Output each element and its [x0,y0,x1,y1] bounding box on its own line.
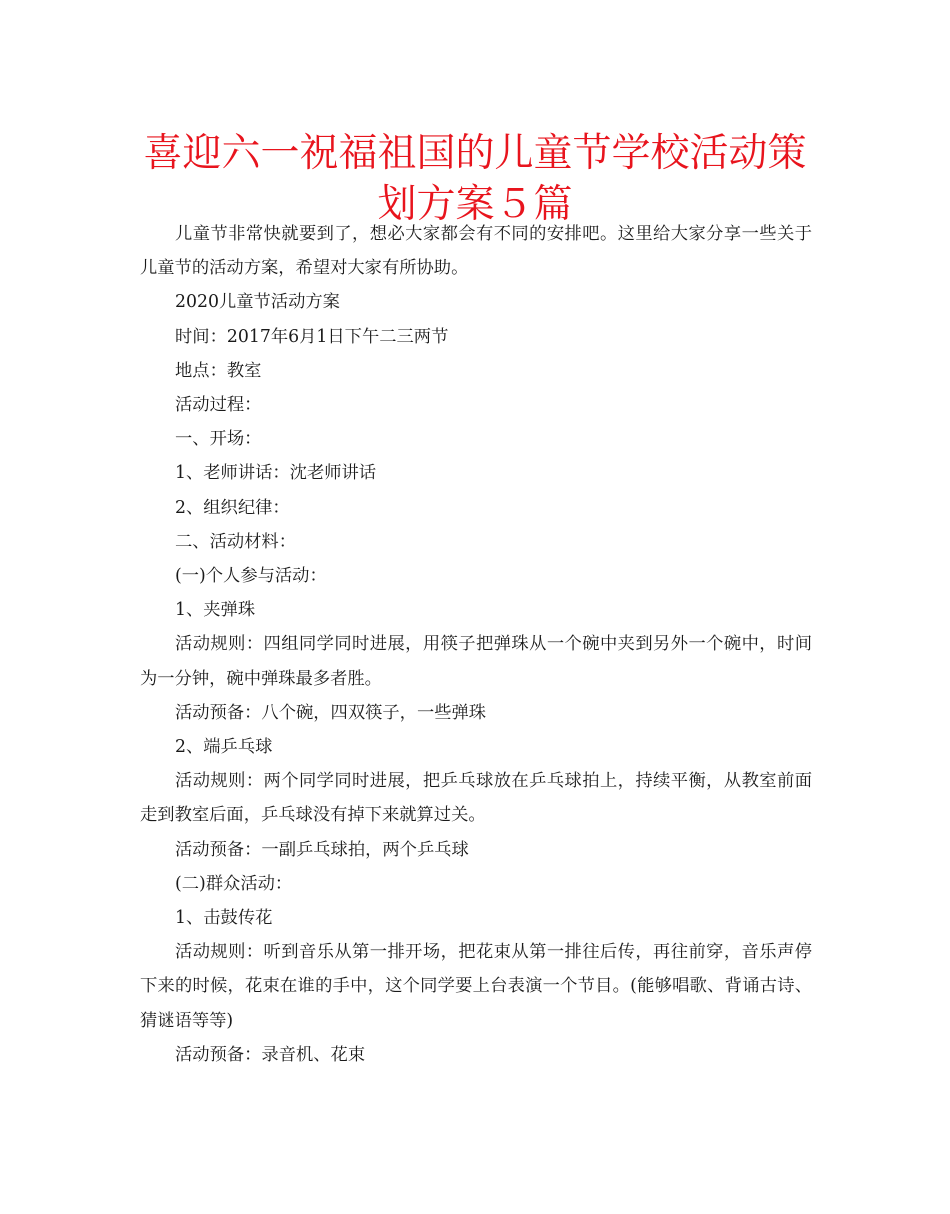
paragraph-ping-pong: 2、端乒乓球 [175,737,273,758]
paragraph-location: 地点：教室 [175,360,262,381]
document-body [140,217,812,1072]
paragraph-time: 时间：2017年6月1日下午二三两节 [175,326,449,347]
paragraph-materials-heading: 二、活动材料： [175,531,296,552]
paragraph-group-activities: (二)群众活动： [175,873,293,894]
paragraph-discipline: 2、组织纪律： [175,497,290,518]
paragraph-intro: 儿童节非常快就要到了，想必大家都会有不同的安排吧。这里给大家分享一些关于儿童节的活动方案，希望对大家有所协助。 [140,224,812,279]
paragraph-ping-pong-rules: 活动规则：两个同学同时进展，把乒乓球放在乒乓球拍上，持续平衡，从教室前面走到教室后面，乒乓球没有掉下来就算过关。 [140,771,812,826]
paragraph-ping-pong-prep: 活动预备：一副乒乓球拍，两个乒乓球 [175,839,469,860]
paragraph-pass-flower-prep: 活动预备：录音机、花束 [175,1044,366,1065]
paragraph-opening: 一、开场： [175,429,262,450]
paragraph-pass-flower: 1、击鼓传花 [175,908,273,929]
paragraph-pass-flower-rules: 活动规则：听到音乐从第一排开场，把花束从第一排往后传，再往前穿，音乐声停下来的时候，花束在谁的手中，这个同学要上台表演一个节目。(能够唱歌、背诵古诗、猜谜语等等) [140,942,812,1031]
paragraph-marbles: 1、夹弹珠 [175,600,256,621]
paragraph-teacher-speech: 1、老师讲话：沈老师讲话 [175,463,377,484]
document-title: 喜迎六一祝福祖国的儿童节学校活动策划方案５篇 [143,131,807,227]
paragraph-plan-heading: 2020儿童节活动方案 [175,292,340,313]
paragraph-marbles-prep: 活动预备：八个碗，四双筷子，一些弹珠 [175,702,487,723]
paragraph-individual-activities: (一)个人参与活动： [175,566,327,587]
paragraph-process-heading: 活动过程： [175,395,262,416]
paragraph-marbles-rules: 活动规则：四组同学同时进展，用筷子把弹珠从一个碗中夹到另外一个碗中，时间为一分钟，碗中弹珠最多者胜。 [140,634,812,689]
